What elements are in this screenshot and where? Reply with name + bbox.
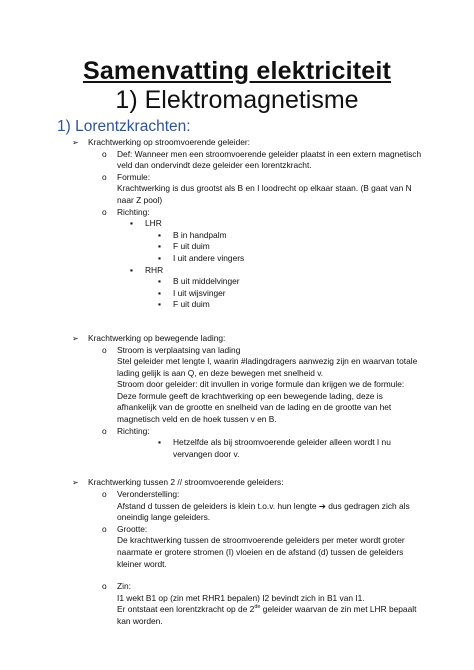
grootte-label: Grootte: [117,523,148,534]
list-item [0,288,474,300]
zin-text-part: Er ontstaat een lorentzkracht op de 2 [117,604,255,615]
rhr-item [0,265,474,277]
bullet-heading: Krachtwerking op bewegende lading: [88,332,226,343]
rhr-item-text: B uit middelvinger [173,276,240,287]
list-item [0,230,474,242]
bullet-stroomvoerende-geleider [0,137,474,149]
sub-item-stroom [0,345,474,357]
bullet-heading: Krachtwerking tussen 2 // stroomvoerende geleiders: [88,477,284,488]
rhr-label: RHR [145,264,164,275]
rhr-item-text: I uit wijsvinger [173,287,226,298]
arrow-bullet-icon: ➢ [72,478,79,488]
paragraph-text: I1 wekt B1 op (zin met RHR1 bepalen) I2 bevindt zich in B1 van I1. [117,592,365,603]
list-item [0,241,474,253]
circle-bullet-icon: o [102,581,107,592]
richting-label: Richting: [117,425,150,436]
circle-bullet-icon: o [102,148,107,159]
bullet-heading: Krachtwerking op stroomvoerende geleider: [88,137,251,147]
paragraph-text: De krachtwerking tussen de stroomvoerende geleiders per meter wordt groter naarmate er grotere stromen (I) vloeien en de afstand (d) tussen de geleiders kleiner wordt. [117,535,405,569]
sub-item-richting [0,207,474,219]
circle-bullet-icon: o [102,344,107,355]
richting-item-text: Hetzelfde als bij stroomvoerende geleider alleen wordt I nu vervangen door v. [173,437,391,459]
definition-text: Def: Wanneer men een stroomvoerende geleider plaatst in een extern magnetisch veld dan ondervindt deze geleider een lorentzkracht. [117,148,422,171]
section-heading: 1) Lorentzkrachten: [57,118,191,135]
sub-item-zin [0,581,474,593]
square-bullet-icon: ▪ [158,241,161,252]
square-bullet-icon: ▪ [158,229,161,240]
lhr-item-text: I uit andere vingers [173,252,245,263]
square-bullet-icon: ▪ [158,437,161,448]
zin-label: Zin: [117,581,131,592]
circle-bullet-icon: o [102,523,107,534]
square-bullet-icon: ▪ [158,287,161,298]
paragraph-text: Stel geleider met lengte l, waarin #ladingdragers aanwezig zijn en waarvan totale lading gelijk is aan Q, en deze bewegen met snelheid v. [117,356,418,378]
paragraph-text: Afstand d tussen de geleiders is klein t.o.v. hun lengte ➔ dus gedragen zich als oneindig lange geleiders. [117,500,410,523]
lhr-item-text: F uit duim [173,241,210,252]
rhr-item-text: F uit duim [173,299,210,310]
document-title: Samenvatting elektriciteit [82,57,392,85]
square-bullet-icon: ▪ [158,252,161,263]
circle-bullet-icon: o [102,425,107,436]
list-item [0,437,474,460]
square-bullet-icon: ▪ [158,299,161,310]
lhr-item [0,218,474,230]
sub-item-def [0,149,474,172]
sub-item-richting [0,426,474,438]
stroom-label: Stroom is verplaatsing van lading [117,344,241,355]
document-body [0,137,474,628]
lhr-label: LHR [145,218,162,229]
formule-text: Krachtwerking is dus grootst als B en I loodrecht op elkaar staan. (B gaat van N naar Z pool) [117,183,412,205]
zin-text-part: geleider waarvan de zin met LHR bepaalt kan worden. [117,604,417,626]
circle-bullet-icon: o [102,489,107,500]
circle-bullet-icon: o [102,171,107,182]
lhr-item-text: B in handpalm [173,229,227,240]
richting-label: Richting: [117,206,150,217]
bullet-parallelle-geleiders [0,477,474,489]
square-bullet-icon: ▪ [158,276,161,287]
paragraph-text [0,604,474,627]
zin-text-sup: de [254,604,261,611]
sub-item-veronderstelling [0,489,474,501]
paragraph-text: Stroom door geleider: dit invullen in vorige formule dan krijgen we de formule: [117,379,405,390]
veronderstelling-label: Veronderstelling: [117,489,180,500]
square-bullet-icon: ▪ [130,218,133,229]
list-item [0,299,474,311]
square-bullet-icon: ▪ [130,264,133,275]
arrow-bullet-icon: ➢ [72,333,79,343]
sub-item-formule [0,172,474,184]
circle-bullet-icon: o [102,206,107,217]
bullet-bewegende-lading [0,333,474,345]
list-item [0,253,474,265]
arrow-bullet-icon: ➢ [72,138,79,147]
sub-item-grootte [0,524,474,536]
paragraph-text: Deze formule geeft de krachtwerking op een bewegende lading, deze is afhankelijk van de grootte en snelheid van de lading en de grootte van het magnetisch veld en de hoek tussen v en B. [117,390,392,425]
chapter-title: 1) Elektromagnetisme [115,86,359,114]
list-item [0,276,474,288]
formule-label: Formule: [117,171,151,182]
